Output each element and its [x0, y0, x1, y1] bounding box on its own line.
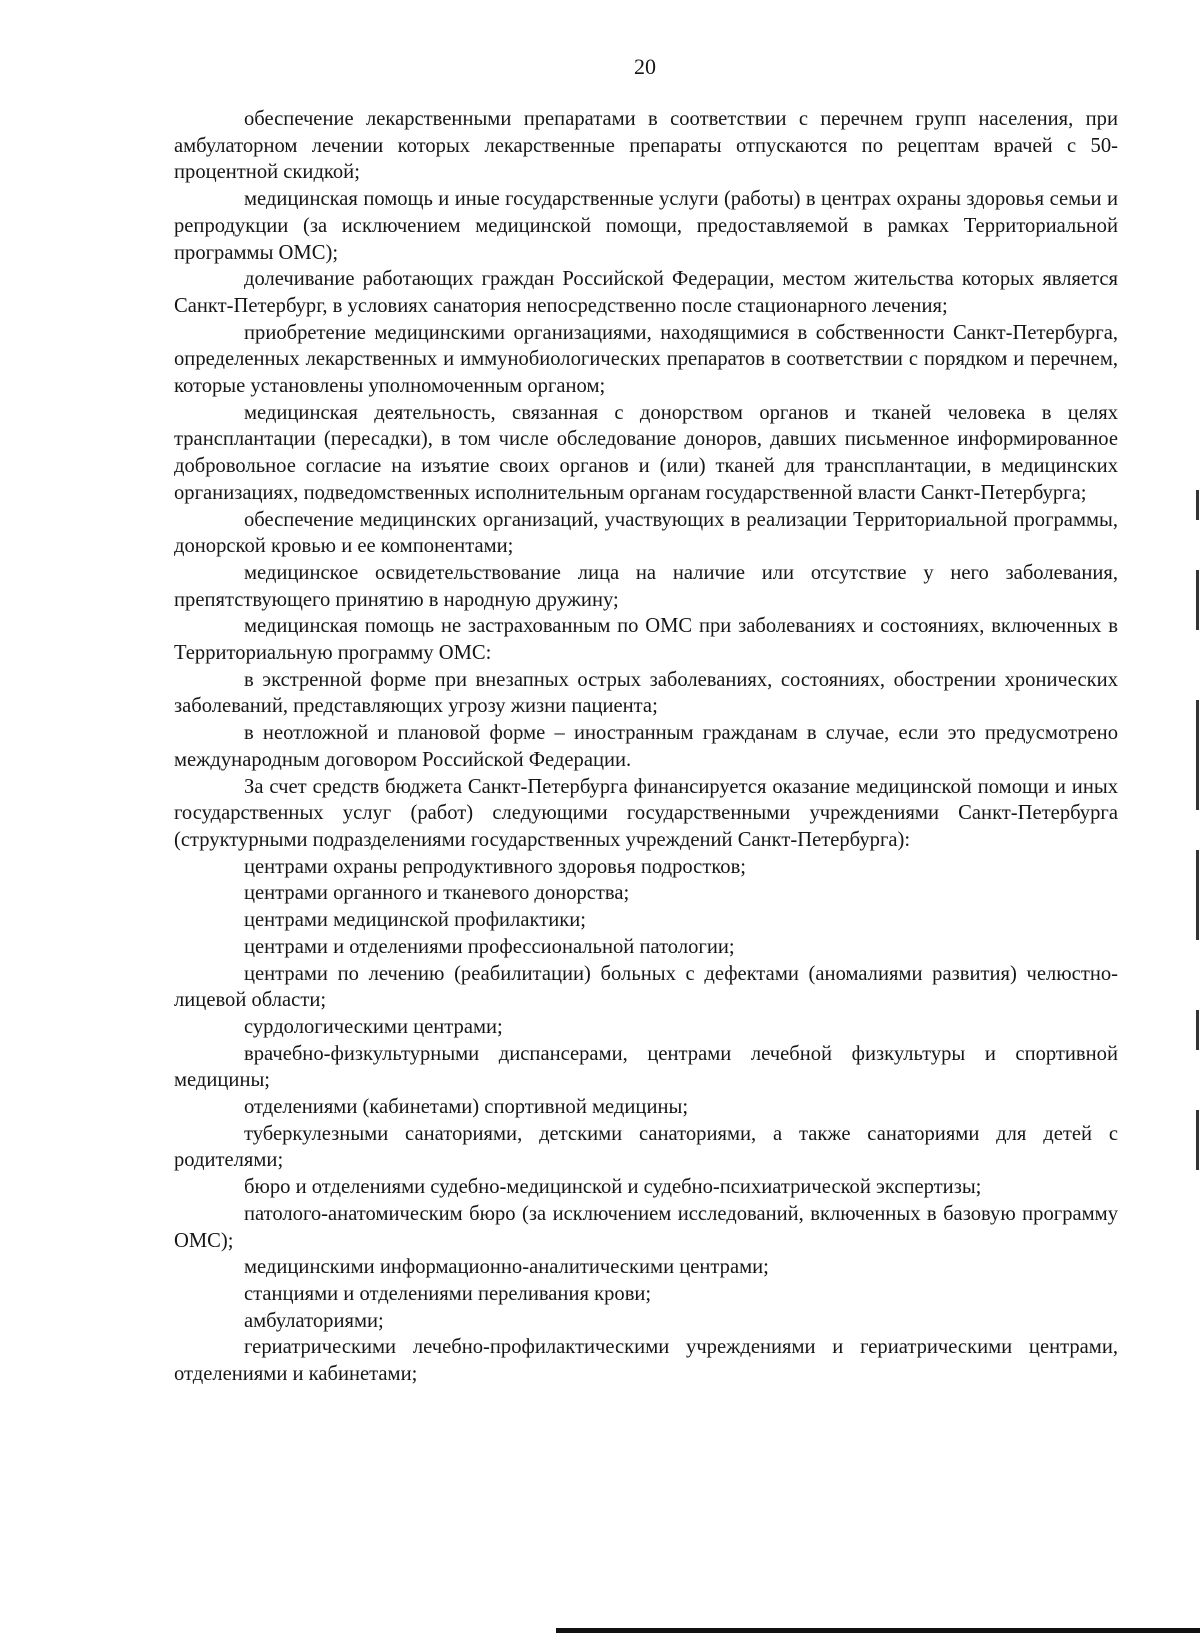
list-item: амбулаториями;: [244, 1309, 384, 1332]
list-item: центрами по лечению (реабилитации) больных с дефектами (аномалиями развития) челюстно-лицевой области;: [174, 962, 1118, 1012]
paragraph: медицинская помощь не застрахованным по ОМС при заболеваниях и состояниях, включенных в Территориальную программу ОМС:: [174, 615, 1118, 665]
list-item: отделениями (кабинетами) спортивной медицины;: [244, 1096, 689, 1119]
list-item: патолого-анатомическим бюро (за исключением исследований, включенных в базовую программу ОМС);: [174, 1202, 1118, 1252]
list-item: бюро и отделениями судебно-медицинской и судебно-психиатрической экспертизы;: [244, 1176, 982, 1199]
list-item: центрами охраны репродуктивного здоровья подростков;: [244, 855, 747, 878]
list-item: центрами и отделениями профессиональной патологии;: [244, 935, 735, 958]
paragraph: медицинское освидетельствование лица на наличие или отсутствие у него заболевания, препятствующего принятию в народную дружину;: [174, 561, 1118, 611]
paragraph: обеспечение лекарственными препаратами в соответствии с перечнем групп населения, при амбулаторном лечении которых лекарственные препараты отпускаются по рецептам врачей с 50-процентной скидкой;: [174, 108, 1118, 184]
list-item: гериатрическими лечебно-профилактическими учреждениями и гериатрическими центрами, отделениями и кабинетами;: [174, 1336, 1118, 1386]
paragraph: приобретение медицинскими организациями, находящимися в собственности Санкт-Петербурга, определенных лекарственных и иммунобиологических препаратов в соответствии с порядком и перечнем, которые установлены уполномоченным органом;: [174, 321, 1118, 398]
paragraph: медицинская помощь и иные государственные услуги (работы) в центрах охраны здоровья семьи и репродукции (за исключением медицинской помощи, предоставляемой в рамках Территориальной программы ОМС);: [174, 188, 1118, 264]
paragraph: в экстренной форме при внезапных острых заболеваниях, состояниях, обострении хронических заболеваний, представляющих угрозу жизни пациента;: [174, 668, 1118, 718]
paragraph: в неотложной и плановой форме – иностранным гражданам в случае, если это предусмотрено международным договором Российской Федерации.: [174, 722, 1118, 771]
list-item: врачебно-физкультурными диспансерами, центрами лечебной физкультуры и спортивной медицины;: [174, 1042, 1118, 1092]
page-number: 20: [634, 54, 656, 79]
list-item: центрами медицинской профилактики;: [244, 909, 586, 932]
scan-edge-marks: [1196, 490, 1200, 1210]
paragraph: долечивание работающих граждан Российской Федерации, местом жительства которых является Санкт-Петербург, в условиях санатория непосредственно после стационарного лечения;: [174, 268, 1118, 317]
list-item: медицинскими информационно-аналитическими центрами;: [244, 1256, 769, 1279]
list-item: туберкулезными санаториями, детскими санаториями, а также санаториями для детей с родителями;: [174, 1122, 1118, 1172]
paragraph: обеспечение медицинских организаций, участвующих в реализации Территориальной программы, донорской кровью и ее компонентами;: [174, 508, 1118, 558]
paragraph: За счет средств бюджета Санкт-Петербурга финансируется оказание медицинской помощи и иных государственных услуг (работ) следующими государственными учреждениями Санкт-Петербурга (структурными подразделениями государственных учреждений Санкт-Петербурга):: [174, 775, 1118, 851]
list-item: центрами органного и тканевого донорства;: [244, 882, 630, 905]
document-body: [174, 106, 1118, 1388]
paragraph: медицинская деятельность, связанная с донорством органов и тканей человека в целях трансплантации (пересадки), в том числе обследование доноров, давших письменное информированное добровольное согласие на изъятие своих органов и (или) тканей для трансплантации, в медицинских организациях, подведомственных исполнительным органам государственной власти Санкт-Петербурга;: [174, 401, 1118, 504]
list-item: сурдологическими центрами;: [244, 1015, 503, 1038]
scan-bottom-edge: [556, 1628, 1200, 1633]
list-item: станциями и отделениями переливания крови;: [244, 1282, 652, 1305]
